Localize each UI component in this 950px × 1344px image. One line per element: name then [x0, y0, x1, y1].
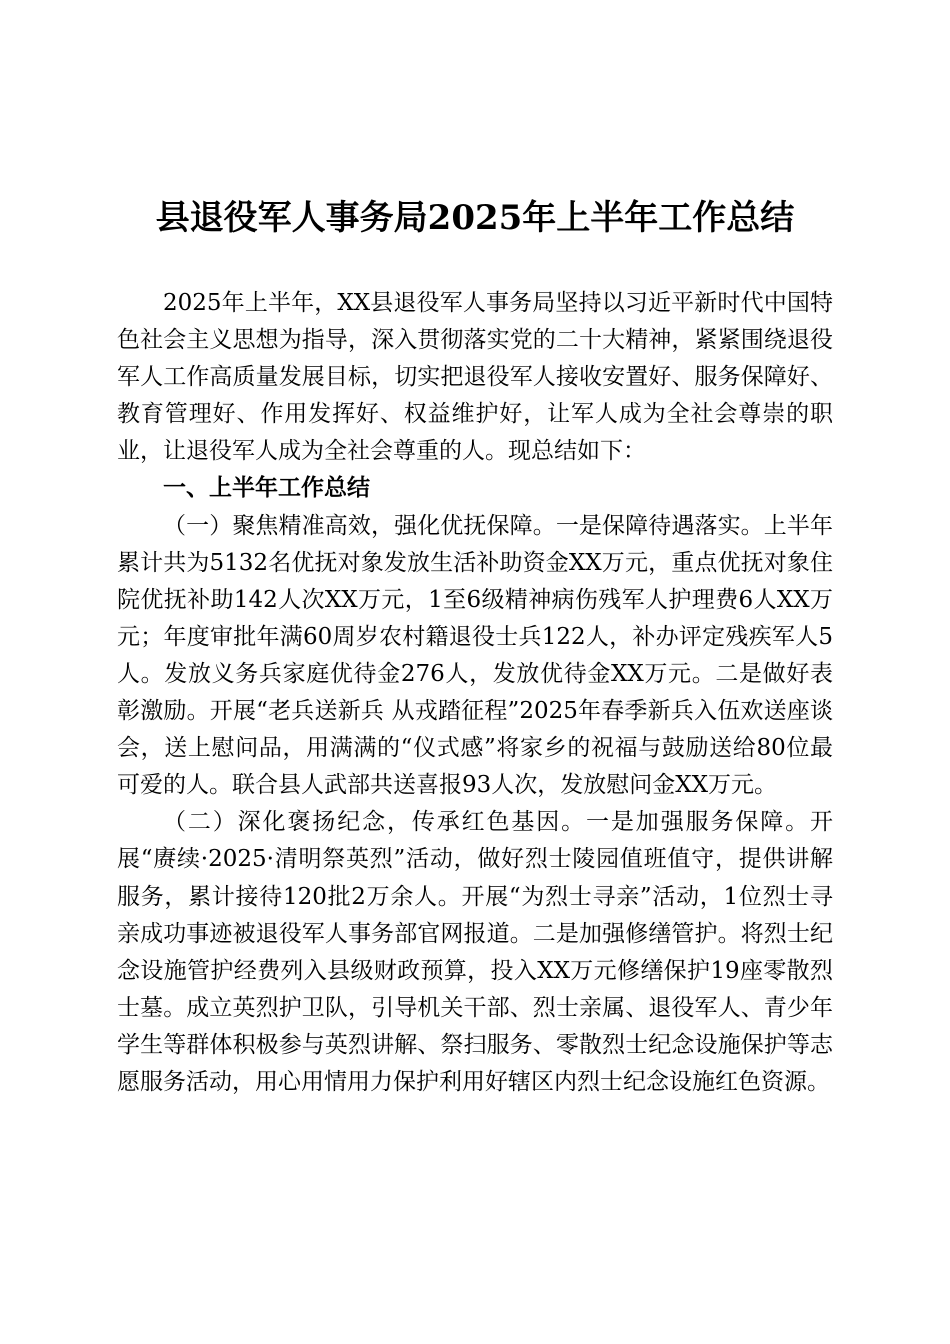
document-body [117, 285, 833, 1101]
intro-paragraph: 2025年上半年，XX县退役军人事务局坚持以习近平新时代中国特色社会主义思想为指导，深入贯彻落实党的二十大精神，紧紧围绕退役军人工作高质量发展目标，切实把退役军人接收安置好、服务保障好、教育管理好、作用发挥好、权益维护好，让军人成为全社会尊崇的职业，让退役军人成为全社会尊重的人。现总结如下： [117, 290, 833, 465]
section-heading: 一、上半年工作总结 [163, 475, 370, 502]
section-paragraph-1: （一）聚焦精准高效，强化优抚保障。一是保障待遇落实。上半年累计共为5132名优抚对象发放生活补助资金XX万元，重点优抚对象住院优抚补助142人次XX万元，1至6级精神病伤残军人护理费6人XX万元；年度审批年满60周岁农村籍退役士兵122人，补办评定残疾军人5人。发放义务兵家庭优待金276人，发放优待金XX万元。二是做好表彰激励。开展“老兵送新兵 从戎踏征程”2025年春季新兵入伍欢送座谈会，送上慰问品，用满满的“仪式感”将家乡的祝福与鼓励送给80位最可爱的人。联合县人武部共送喜报93人次，发放慰问金XX万元。 [117, 512, 833, 799]
document-title: 县退役军人事务局2025年上半年工作总结 [155, 198, 795, 238]
section-paragraph-2: （二）深化褒扬纪念，传承红色基因。一是加强服务保障。开展“赓续·2025·清明祭英烈”活动，做好烈士陵园值班值守，提供讲解服务，累计接待120批2万余人。开展“为烈士寻亲”活动，1位烈士寻亲成功事迹被退役军人事务部官网报道。二是加强修缮管护。将烈士纪念设施管护经费列入县级财政预算，投入XX万元修缮保护19座零散烈士墓。成立英烈护卫队，引导机关干部、烈士亲属、退役军人、青少年学生等群体积极参与英烈讲解、祭扫服务、零散烈士纪念设施保护等志愿服务活动，用心用情用力保护利用好辖区内烈士纪念设施红色资源。 [117, 809, 833, 1095]
